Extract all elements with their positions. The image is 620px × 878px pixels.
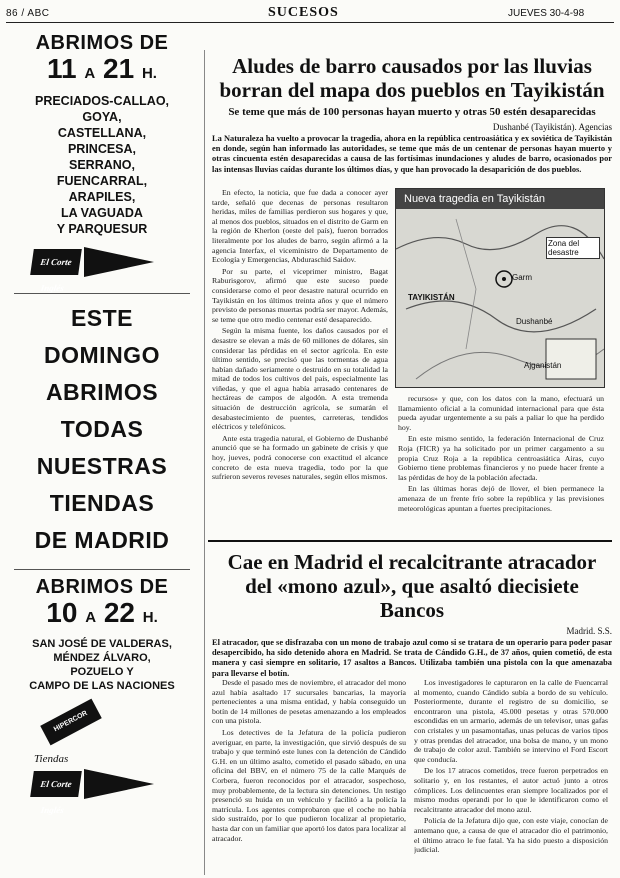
sunday-message	[6, 300, 198, 559]
header-rule	[6, 22, 614, 23]
sunday-line: ABRIMOS	[45, 379, 159, 405]
store-advertisement	[6, 32, 198, 872]
map-label: TAYIKISTÁN	[408, 293, 455, 302]
paragraph: En este mismo sentido, la federación Internacional de Cruz Roja (FICR) ya ha solicitado por un primer cargamento a su propia Cruz Roja a la república centroasiática Airas, cuyo Gobierno tiene problemas financieros y no puede hacer frente a las pérdidas de hoy de la población afectada.	[398, 434, 604, 482]
article-subhead: Se teme que más de 100 personas hayan muerto y otras 50 estén desaparecidas	[228, 106, 596, 118]
article-body-col1	[212, 678, 406, 872]
hours-from: 11	[47, 53, 77, 84]
article-body-col1	[212, 188, 388, 534]
store-name: PRECIADOS-CALLAO,	[34, 94, 170, 108]
sunday-line: TIENDAS	[49, 490, 155, 516]
sunday-line: NUESTRAS	[36, 453, 168, 479]
article-atracador	[212, 550, 612, 679]
article-body-col2	[414, 678, 608, 872]
page-number: 86 / ABC	[6, 8, 50, 19]
ad-title-1: ABRIMOS DE	[35, 32, 169, 54]
store-name: CASTELLANA,	[57, 126, 147, 140]
paragraph: Policía de la Jefatura dijo que, con este viaje, conocían de antemano que, a causa de que el atracador dio el patrimonio, el último atraco le fue fatal. Ya ha sido puesto a disposición judicial.	[414, 816, 608, 855]
store-name: PRINCESA,	[67, 142, 137, 156]
map-title: Nueva tragedia en Tayikistán	[396, 189, 604, 209]
logo-wordmark: El Corte Inglés	[30, 249, 82, 275]
store-name: MÉNDEZ ÁLVARO,	[53, 652, 151, 664]
hours-a: A	[85, 609, 97, 626]
map-drawing	[396, 189, 604, 387]
store-name: POZUELO Y	[70, 666, 134, 678]
ad-hours-2	[6, 598, 198, 633]
article-tajikistan	[212, 54, 612, 175]
paragraph: Los investigadores le capturaron en la calle de Fuencarral al momento, cuando Cándido subía a bordo de su vehículo. Posteriormente, durante el registro de su domicilio, se encontraron una pistola, 45.000 pesetas y otras 570.000 escondidas en un armario, además de un televisor, unas gafas con cristales y un pasamontañas, unas pelucas de varios tipos y otras prendas del atracador, una bolsa de mano, y un mono de trabajo de color azul. También se intervino el Ford Escort que conducía.	[414, 678, 608, 764]
paragraph: Desde el pasado mes de noviembre, el atracador del mono azul había asaltado 17 sucursales bancarias, la mayoría pertenecientes a una misma entidad, y había conseguido un botín de 14 millones de pesetas amenazando a los empleados con una pistola.	[212, 678, 406, 726]
ad-title-2: ABRIMOS DE	[35, 576, 169, 598]
hours-to: 22	[103, 597, 135, 628]
paragraph: Por su parte, el viceprimer ministro, Bagat Raburisgorov, afirmó que este suceso puede considerarse como el peor desastre natural ocurrido en Tayikistán en los últimos treinta años y que el número previsto de personas muertas podría ser mayor. Además, se teme que otro medio centenar esté desaparecido.	[212, 266, 388, 324]
paragraph: En las últimas horas dejó de llover, el bien permanece la amenaza de un frente frío sobre la república y las previsiones meteorológicas apuntan a fuertes precipitaciones.	[398, 484, 604, 513]
logo-wordmark: El Corte Inglés	[30, 771, 82, 797]
store-name: SERRANO,	[69, 158, 135, 172]
store-list-1	[6, 93, 198, 237]
store-name: Y PARQUESUR	[56, 222, 148, 236]
tiendas-label: Tiendas	[34, 753, 69, 765]
article-lead: El atracador, que se disfrazaba con un mono de trabajo azul como si se tratara de un operario para poder pasar desapercibido, ha sido detenido ahora en Madrid. Se trata de Cándido G.H., de 37 años, quien cometió, de esta manera y casi siempre en solitario, 17 asaltos a Bancos. Utilizaba también una pistola con la que amenazaba para llevarse el botín.	[212, 638, 612, 678]
issue-date: JUEVES 30-4-98	[508, 8, 585, 19]
store-list-2	[6, 637, 198, 693]
hipercor-logo: HIPERCOR	[40, 699, 102, 746]
paragraph: Los detectives de la Jefatura de la policía pudieron averiguar, en parte, la investigación, que sirvió después de su trabajo y que terminó este lunes con la detención de Cándido G.H. en un último asalto, cometido el pasado sábado, en una oficina del BBV, en el número 75 de la calle Marqués de Corbera, fueron reconocidos por el atracador, sospechoso, muy probablemente, de la lectura sin detenciones. Un testigo presenció su huida en un vehículo y facilitó a la policía la matrícula. Los agentes comprobaron que el coche no había sido sustraído, por lo que pudieron localizar al propietario, hasta dar con un familiar que aportó los datos para localizar al atracador.	[212, 727, 406, 843]
article-body-col2	[398, 394, 604, 534]
article-divider	[208, 540, 612, 542]
store-name: CAMPO DE LAS NACIONES	[29, 680, 175, 692]
column-rule	[204, 50, 205, 875]
section-title: SUCESOS	[268, 5, 339, 20]
arrow-icon	[84, 769, 154, 799]
paragraph: Ante esta tragedia natural, el Gobierno de Dushanbé anunció que se ha formado un gabinete de crisis y que hoy, jueves, podrá conocerse con exactitud el alcance concreto de esta nueva tragedia, todo por la que sufrieron severos reveses naturales, según ellos mismos.	[212, 433, 388, 482]
article-headline: Aludes de barro causados por las lluvias borran del mapa dos pueblos en Tayikistán	[219, 54, 605, 102]
hours-h: H.	[141, 65, 157, 82]
map-label: Dushanbé	[516, 317, 553, 326]
store-name: LA VAGUADA	[61, 206, 143, 220]
sunday-line: DOMINGO	[44, 342, 160, 368]
ad-hours-1	[6, 54, 198, 89]
article-dateline: Madrid. S.S.	[566, 626, 612, 636]
paragraph: Según la misma fuente, los daños causados por el desastre se elevan a más de 60 millones de dólares, sin considerar las pérdidas en el sector agrícola. En este último sentido, se precisó que las tormentas de agua habían dañado seriamente o destruido en su totalidad la mitad de todos los cultivos del país, especialmente las viñedas, y que el agua había arrasado centenares de hectáreas de campos de algodón. A esta tremenda situación de destrucción agrícola, se sumarán el desabastecimiento de puentes, carreteras, tendidos eléctricos y telefónicos.	[212, 326, 388, 432]
hours-a: A	[84, 65, 96, 82]
store-name: FUENCARRAL,	[56, 174, 148, 188]
arrow-icon	[84, 247, 154, 277]
article-lead: La Naturaleza ha vuelto a provocar la tragedia, ahora en la república centroasiática y ex soviética de Tayikistán en donde, según han informado las autoridades, se teme que más de un centenar de personas hayan muerto y otras cincuenta estén desaparecidas a causa de las fortísimas inundaciones y aludes de barro, ocasionados por las intensas lluvias caídas durante los últimos días, y que han provocado la desaparición de dos pueblos.	[212, 134, 612, 174]
map-label: Ajganistán	[524, 361, 562, 370]
el-corte-ingles-logo	[6, 243, 198, 293]
hours-h: H.	[142, 609, 158, 626]
hours-from: 10	[46, 597, 78, 628]
paragraph: En efecto, la noticia, que fue dada a conocer ayer tarde, señaló que decenas de personas resultaron heridas, miles de familias perdieron sus hogares y que, al menos dos pueblos, situados en el distrito de Garm en la región de Kherlon (oeste del país), fueron borrados literalmente por los aludes de barro, según afirmó a la agencia Interfax, el viceministro de Departamento de Ecología y Emergencias, Abduraschid Saidov.	[212, 188, 388, 265]
store-name: GOYA,	[82, 110, 122, 124]
article-dateline: Dushanbé (Tayikistán). Agencias	[492, 122, 612, 132]
paragraph: recursos» y que, con los datos con la mano, efectuará un llamamiento oficial a la comunidad internacional para que ésta pueda ayudar urgentemente a su país a paliar lo que ha perdido hoy.	[398, 394, 604, 432]
sunday-line: ESTE	[70, 305, 134, 331]
paragraph: De los 17 atracos cometidos, trece fueron perpetrados en solitario y, en los restantes, el autor actuó junto a otros cómplices. Los delincuentes eran siempre localizados por el mismo modus operandi por lo que le identificaron como el recalcitrante atracador del mono azul.	[414, 766, 608, 814]
hours-to: 21	[103, 53, 135, 84]
store-name: ARAPILES,	[68, 190, 136, 204]
ad-divider	[14, 569, 190, 570]
hipercor-logo-group	[6, 707, 198, 817]
store-name: SAN JOSÉ DE VALDERAS,	[32, 638, 172, 650]
sunday-line: DE MADRID	[34, 527, 170, 553]
map-label: Zona del desastre	[546, 237, 600, 259]
map-label: Garm	[512, 273, 532, 282]
article-headline: Cae en Madrid el recalcitrante atracador del «mono azul», que asaltó diecisiete Bancos	[227, 550, 597, 622]
tajikistan-map	[395, 188, 605, 388]
sunday-line: TODAS	[60, 416, 144, 442]
